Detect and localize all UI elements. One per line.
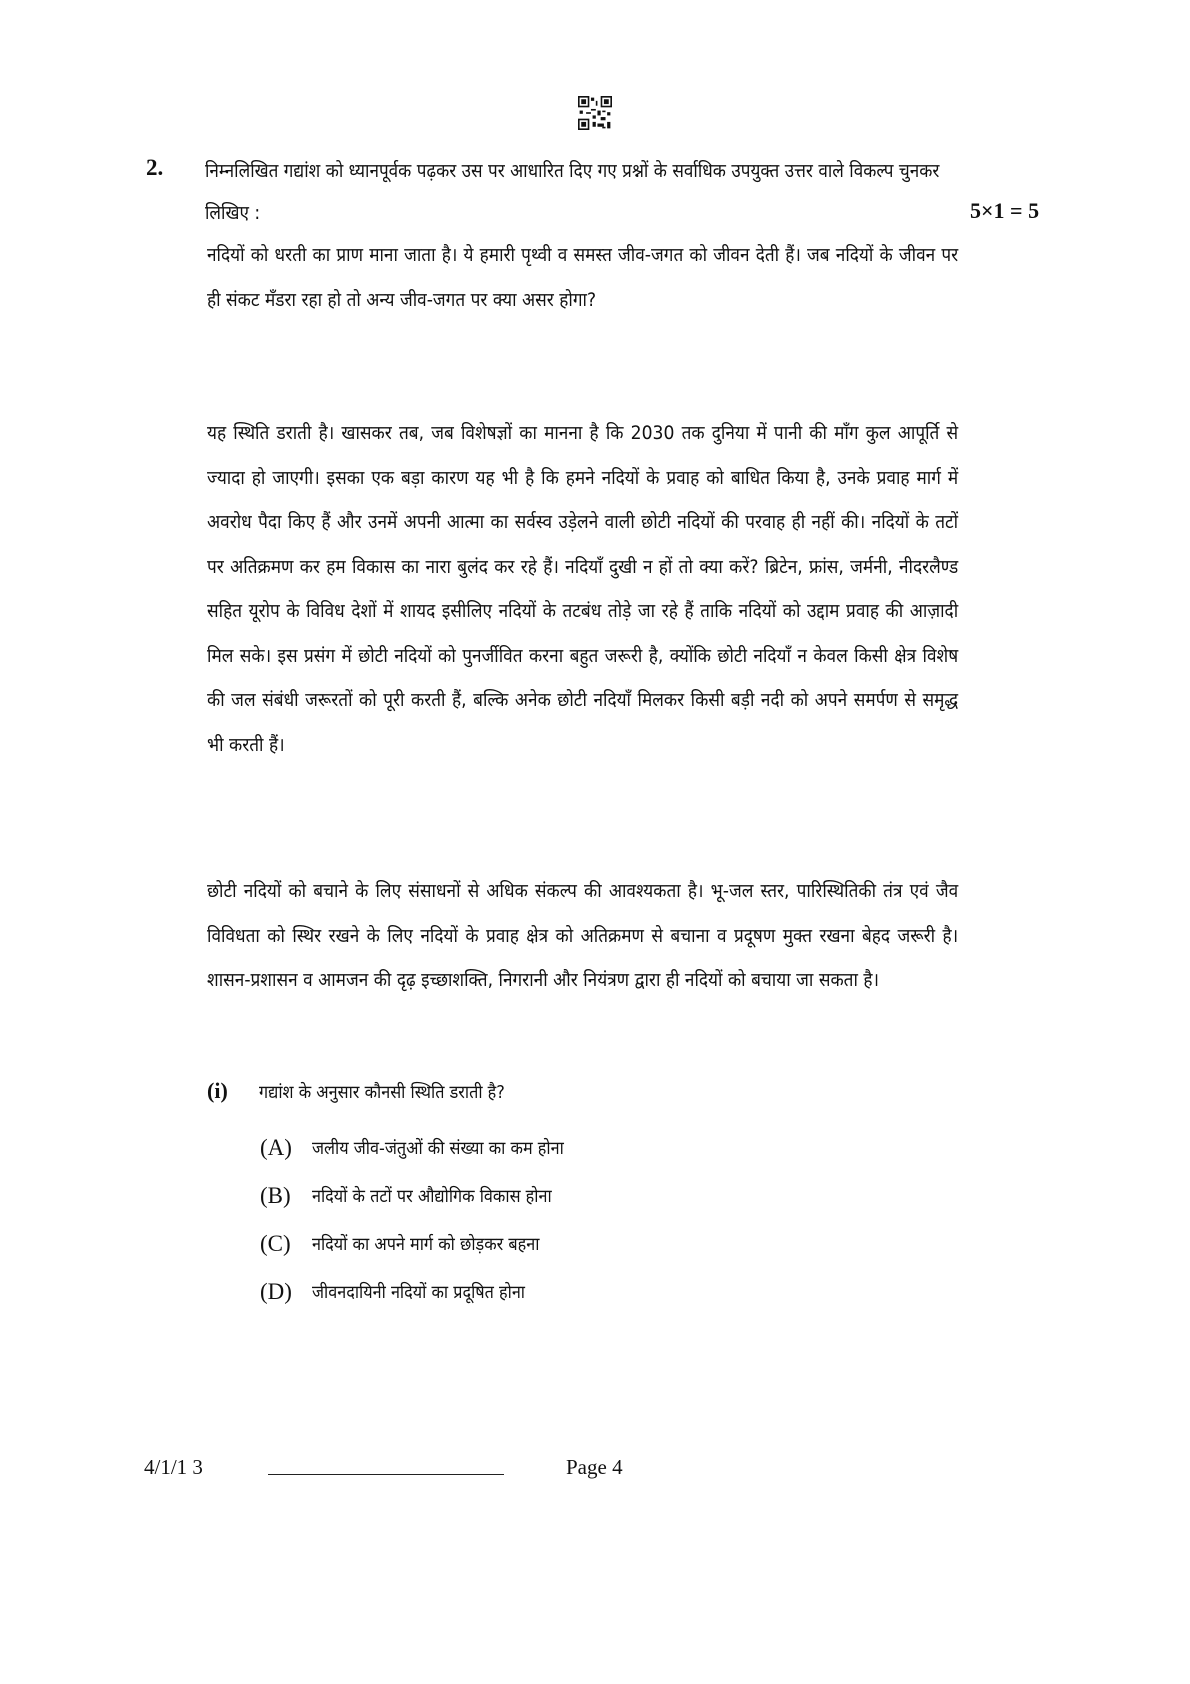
option-label: (D) — [260, 1279, 292, 1304]
option-text: नदियों के तटों पर औद्योगिक विकास होना — [312, 1186, 552, 1207]
option-label: (B) — [260, 1183, 291, 1208]
option-label: (A) — [260, 1135, 292, 1160]
passage-paragraph-3: छोटी नदियों को बचाने के लिए संसाधनों से अधिक संकल्प की आवश्यकता है। भू-जल स्तर, पारिस्थितिकी तंत्र एवं जैव विविधता को स्थिर रखने के लिए नदियों के प्रवाह क्षेत्र को अतिक्रमण से बचाना व प्रदूषण मुक्त रखना बेहद जरूरी है। शासन-प्रशासन व आमजन की दृढ़ इच्छाशक्ति, निगरानी और नियंत्रण द्वारा ही नदियों को बचाया जा सकता है। — [207, 880, 959, 991]
option-c — [260, 1220, 592, 1268]
passage-paragraph-1: नदियों को धरती का प्राण माना जाता है। ये हमारी पृथ्वी व समस्त जीव-जगत को जीवन देती हैं। जब नदियों के जीवन पर ही संकट मँडरा रहा हो तो अन्य जीव-जगत पर क्या असर होगा? — [207, 244, 959, 311]
qr-code-icon — [578, 96, 612, 130]
page-number: Page 4 — [566, 1455, 623, 1479]
passage-paragraph-2: यह स्थिति डराती है। खासकर तब, जब विशेषज्ञों का मानना है कि 2030 तक दुनिया में पानी की माँग कुल आपूर्ति से ज्यादा हो जाएगी। इसका एक बड़ा कारण यह भी है कि हमने नदियों के प्रवाह को बाधित किया है, उनके प्रवाह मार्ग में अवरोध पैदा किए हैं और उनमें अपनी आत्मा का सर्वस्व उड़ेलने वाली छोटी नदियों की परवाह ही नहीं की। नदियों के तटों पर अतिक्रमण कर हम विकास का नारा बुलंद कर रहे हैं। नदियाँ दुखी न हों तो क्या करें? ब्रिटेन, फ्रांस, जर्मनी, नीदरलैण्ड सहित यूरोप के विविध देशों में शायद इसीलिए नदियों के तटबंध तोड़े जा रहे हैं ताकि नदियों को उद्दाम प्रवाह की आज़ादी मिल सके। इस प्रसंग में छोटी नदियों को पुनर्जीवित करना बहुत जरूरी है, क्योंकि छोटी नदियाँ न केवल किसी क्षेत्र विशेष की जल संबंधी जरूरतों को पूरी करती हैं, बल्कि अनेक छोटी नदियाँ मिलकर किसी बड़ी नदी को अपने समर्पण से समृद्ध भी करती हैं। — [207, 422, 959, 756]
option-text: नदियों का अपने मार्ग को छोड़कर बहना — [312, 1234, 540, 1255]
option-a — [260, 1124, 592, 1172]
sub-question — [207, 1078, 532, 1104]
option-d — [260, 1268, 592, 1316]
option-text: जीवनदायिनी नदियों का प्रदूषित होना — [312, 1282, 526, 1303]
option-b — [260, 1172, 592, 1220]
option-label: (C) — [260, 1231, 291, 1256]
question-marks: 5×1 = 5 — [970, 198, 1040, 223]
footer-divider — [268, 1474, 504, 1475]
question-number: 2. — [146, 155, 164, 180]
sub-question-number: (i) — [207, 1078, 228, 1103]
sub-question-text: गद्यांश के अनुसार कौनसी स्थिति डराती है? — [259, 1082, 505, 1103]
options-list — [260, 1124, 592, 1316]
paper-code: 4/1/1 3 — [144, 1455, 203, 1479]
question-instruction: निम्नलिखित गद्यांश को ध्यानपूर्वक पढ़कर उस पर आधारित दिए गए प्रश्नों के सर्वाधिक उपयुक्त उत्तर वाले विकल्प चुनकर लिखिए : — [205, 160, 940, 224]
option-text: जलीय जीव-जंतुओं की संख्या का कम होना — [312, 1138, 564, 1159]
